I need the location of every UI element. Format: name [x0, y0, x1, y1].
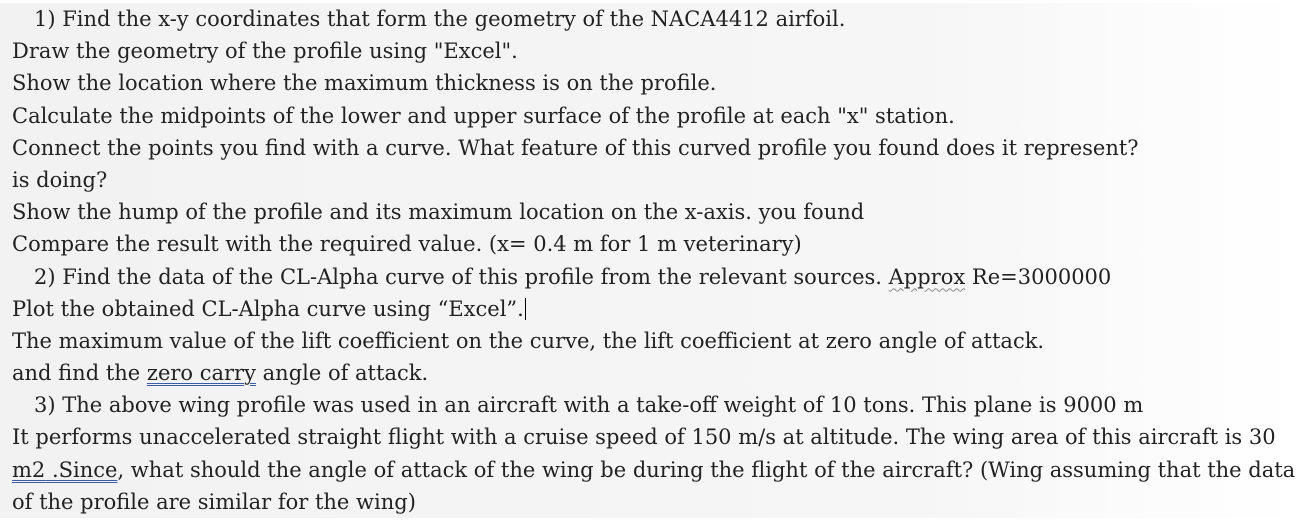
text-run: Compare the result with the required value. (x= 0.4 m for 1 m veterinary) [12, 232, 802, 257]
text-run: Re=3000000 [965, 264, 1112, 289]
text-run: The maximum value of the lift coefficient on the curve, the lift coefficient at zero angle of attack. [12, 328, 1045, 353]
text-line [0, 454, 1299, 486]
text-line [0, 164, 1299, 196]
spellcheck-word-approx[interactable]: Approx [888, 264, 966, 289]
text-cursor [525, 298, 526, 320]
text-run: Show the hump of the profile and its maximum location on the x-axis. you found [12, 200, 865, 225]
grammar-word-zero-carry[interactable]: zero carry [146, 361, 256, 386]
text-line [0, 486, 1299, 518]
text-run: 3) The above wing profile was used in an aircraft with a take-off weight of 10 tons. This plane is 9000 m [34, 393, 1144, 418]
grammar-word-since[interactable]: .Since [45, 457, 118, 482]
text-line [0, 325, 1299, 357]
text-run: 2) Find the data of the CL-Alpha curve of this profile from the relevant sources. [34, 264, 889, 289]
text-run: Calculate the midpoints of the lower and upper surface of the profile at each "x" station. [12, 103, 955, 128]
text-run: and find the [12, 361, 147, 386]
text-run: , what should the angle of attack of the wing be during the flight of the aircraft? (Wing assuming that the data [117, 457, 1296, 482]
text-run: Plot the obtained CL-Alpha curve using “Excel”. [12, 296, 524, 321]
text-run: is doing? [12, 167, 108, 192]
text-line [0, 357, 1299, 389]
question-2-line [0, 261, 1299, 293]
text-run: It performs unaccelerated straight flight with a cruise speed of 150 m/s at altitude. The wing area of this aircraft is 30 [12, 425, 1276, 450]
text-line [0, 100, 1299, 132]
question-3-line [0, 389, 1299, 421]
question-1-line [0, 3, 1299, 35]
text-run: 1) Find the x-y coordinates that form the geometry of the NACA4412 airfoil. [34, 7, 846, 31]
text-run: Show the location where the maximum thickness is on the profile. [12, 71, 717, 96]
text-line [0, 196, 1299, 228]
text-run: Connect the points you find with a curve. What feature of this curved profile you found does it represent? [12, 135, 1139, 160]
text-line [0, 132, 1299, 164]
text-line [0, 293, 1299, 325]
text-line [0, 421, 1299, 453]
grammar-word-m2[interactable]: m2 [12, 457, 46, 482]
text-run: of the profile are similar for the wing) [12, 489, 416, 514]
text-line [0, 228, 1299, 260]
text-run: Draw the geometry of the profile using "Excel". [12, 39, 518, 64]
text-run: angle of attack. [255, 361, 429, 386]
text-line [0, 35, 1299, 67]
text-line [0, 67, 1299, 99]
